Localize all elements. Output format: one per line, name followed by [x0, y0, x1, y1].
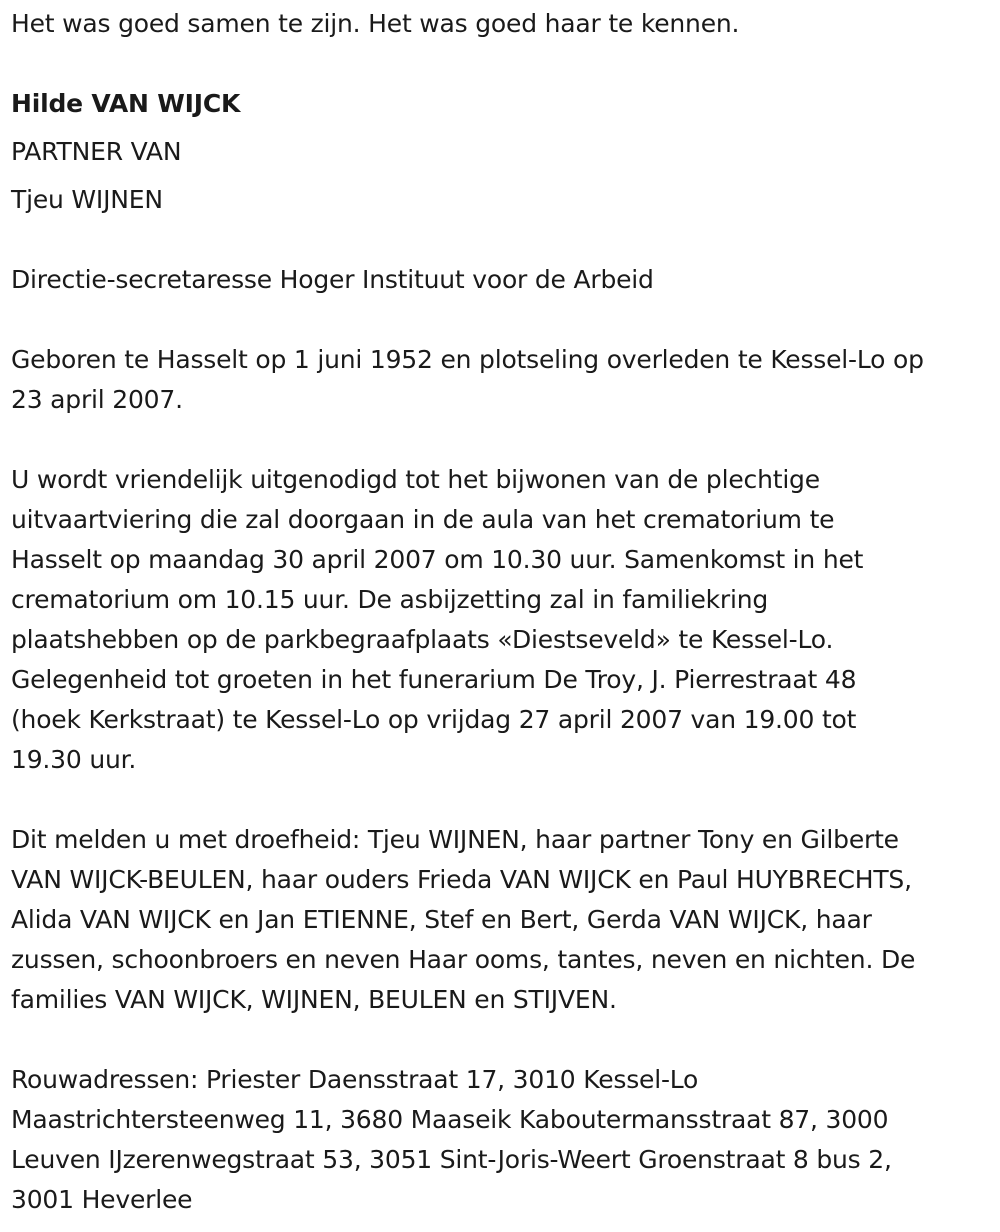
spacer [11, 220, 991, 260]
birth-death-line: Geboren te Hasselt op 1 juni 1952 en plotseling overleden te Kessel-Lo op [11, 345, 924, 374]
invitation-line: Hasselt op maandag 30 april 2007 om 10.30 uur. Samenkomst in het [11, 545, 864, 574]
family-line: families VAN WIJCK, WIJNEN, BEULEN en STIJVEN. [11, 985, 617, 1014]
spacer [11, 780, 991, 820]
address-line: Rouwadressen: Priester Daensstraat 17, 3010 Kessel-Lo [11, 1065, 699, 1094]
address-line: Maastrichtersteenweg 11, 3680 Maaseik Kaboutermansstraat 87, 3000 [11, 1105, 889, 1134]
invitation-line: (hoek Kerkstraat) te Kessel-Lo op vrijdag 27 april 2007 van 19.00 tot [11, 705, 857, 734]
spacer [11, 44, 991, 84]
partner-label: PARTNER VAN [11, 137, 182, 166]
family-paragraph [11, 820, 991, 1020]
birth-death-line: 23 april 2007. [11, 385, 183, 414]
invitation-line: Gelegenheid tot groeten in het funerarium De Troy, J. Pierrestraat 48 [11, 665, 857, 694]
occupation-text: Directie-secretaresse Hoger Instituut voor de Arbeid [11, 265, 654, 294]
obituary-document [11, 4, 991, 1220]
invitation-line: crematorium om 10.15 uur. De asbijzetting zal in familiekring [11, 585, 769, 614]
partner-name: Tjeu WIJNEN [11, 185, 163, 214]
invitation-line: uitvaartviering die zal doorgaan in de aula van het crematorium te [11, 505, 835, 534]
address-line: Leuven IJzerenwegstraat 53, 3051 Sint-Joris-Weert Groenstraat 8 bus 2, [11, 1145, 892, 1174]
invitation-line: 19.30 uur. [11, 745, 137, 774]
family-line: Alida VAN WIJCK en Jan ETIENNE, Stef en Bert, Gerda VAN WIJCK, haar [11, 905, 872, 934]
birth-death-paragraph [11, 340, 991, 420]
family-line: Dit melden u met droefheid: Tjeu WIJNEN, haar partner Tony en Gilberte [11, 825, 899, 854]
invitation-paragraph [11, 460, 991, 780]
spacer [11, 1020, 991, 1060]
family-line: VAN WIJCK-BEULEN, haar ouders Frieda VAN WIJCK en Paul HUYBRECHTS, [11, 865, 912, 894]
spacer [11, 420, 991, 460]
spacer [11, 300, 991, 340]
family-line: zussen, schoonbroers en neven Haar ooms, tantes, neven en nichten. De [11, 945, 916, 974]
deceased-name: Hilde VAN WIJCK [11, 89, 241, 118]
intro-text: Het was goed samen te zijn. Het was goed haar te kennen. [11, 9, 740, 38]
addresses-paragraph [11, 1060, 991, 1220]
address-line: 3001 Heverlee [11, 1185, 193, 1214]
invitation-line: U wordt vriendelijk uitgenodigd tot het bijwonen van de plechtige [11, 465, 820, 494]
invitation-line: plaatshebben op de parkbegraafplaats «Diestseveld» te Kessel-Lo. [11, 625, 834, 654]
